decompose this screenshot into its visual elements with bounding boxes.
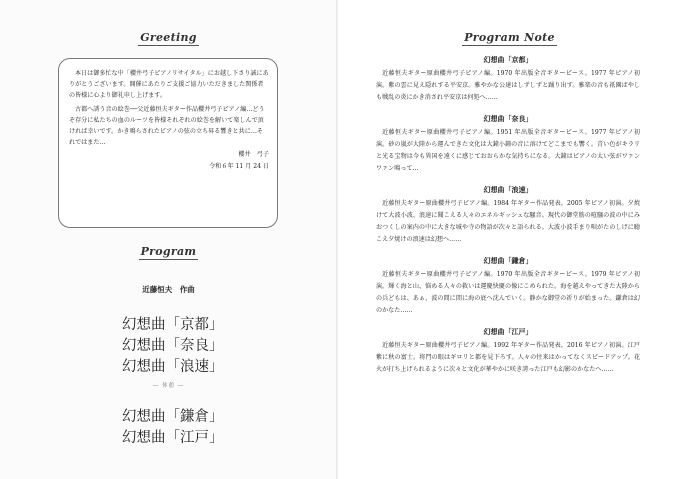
- greeting-paragraph-1: 本日は御多忙な中「櫻井弓子ピアノリサイタル」にお越し下さり誠にありがとうございます。開催にあたりご支援ご協力いただきました関係者の皆様に心より御礼申し上げます。: [69, 70, 269, 99]
- program-piece-edo: 幻想曲「江戸」: [122, 430, 224, 446]
- note-body: 近藤恒夫ギター原曲櫻井弓子ピアノ編。1951 年出版全音ギターピース。1977 年ピアノ初演。砂の嵐が大陸から運んできた文化は大鐘小鐘の音に溶けてどこまでも響く。青い色がキラリと光る宝物は今も異国を遠くに感じておおらかな気持ちになる。大鐘はピアノの太い弦がワァンワァン鳴って…: [376, 129, 640, 172]
- program-intermission: ― 休憩 ―: [152, 383, 185, 389]
- note-body: 近藤恒夫ギター原曲櫻井弓子ピアノ編。1984 年ギター作品発表。2005 年ピアノ初演。夕焼けて大波小波、浪速に聞こえる人々のエネルギッシュな騒音。現代の御堂筋の喧騒の波の中にみおつくしの案内の中に大きな城や寺の物語が次々と語られる。大波小波手まり唄がたのしげに聴こえ夕焼けの浪速は幻想へ……: [376, 200, 640, 243]
- greeting-paragraph-2: 古都へ誘う音の絵巻──父近藤恒夫ギター作品櫻井弓子ピアノ編…どうぞ存分に私たちの血のルーツを皆様それぞれの絵巻を解いて楽しんで頂ければ幸いです。かき鳴らされたピアノの弦の立ち昇る響きと共に…それではまた…: [69, 106, 265, 146]
- greeting-signature: 櫻井 弓子: [238, 151, 269, 158]
- note-title: 幻想曲「京都」: [483, 55, 533, 64]
- note-title: 幻想曲「江戸」: [483, 327, 533, 336]
- program-piece-naniwa: 幻想曲「浪速」: [122, 359, 224, 375]
- greeting-date: 令和６年 11 月 24 日: [209, 163, 269, 170]
- program-piece-kamakura: 幻想曲「鎌倉」: [122, 409, 224, 425]
- greeting-title: Greeting: [140, 31, 197, 44]
- left-page: [0, 0, 337, 479]
- note-naniwa: [376, 184, 640, 246]
- note-title: 幻想曲「鎌倉」: [483, 256, 533, 265]
- program-notes-list: [376, 54, 640, 385]
- note-body: 近藤恒夫ギター原曲櫻井弓子ピアノ編。1970 年出版全音ギターピース。1979 年ピアノ初演。輝く海と山、悩める人々の救いは運慶快慶の像にこめられた。海を越えやってきた大陸からの兵どもは、あぁ、波の間に間に海の底へ沈んでいく。静かな御堂の祈りが始まった。鎌倉は幻のかなた……: [376, 271, 640, 314]
- note-title: 幻想曲「浪速」: [483, 185, 533, 194]
- note-title: 幻想曲「奈良」: [483, 114, 533, 123]
- program-note-title: Program Note: [464, 31, 555, 44]
- note-kamakura: [376, 255, 640, 317]
- note-kyoto: [376, 54, 640, 104]
- right-page: [338, 0, 681, 479]
- program-composer: 近藤恒夫 作曲: [142, 285, 195, 294]
- note-edo: [376, 326, 640, 376]
- program-title: Program: [140, 245, 197, 258]
- note-body: 近藤恒夫ギター原曲櫻井弓子ピアノ編。1992 年ギター作品発表。2016 年ピアノ初演。江戸紫に秋の富士。将門の眼はギロリと都を見下ろす。人々の往来はかってなくスピードアップ。花火が打ち上げられるように次々と文化が華やかに咲き誇った江戸も幻影のかなたへ……: [376, 342, 640, 373]
- program-piece-kyoto: 幻想曲「京都」: [122, 317, 224, 333]
- note-body: 近藤恒夫ギター原曲櫻井弓子ピアノ編。1970 年出版全音ギターピース。1977 年ピアノ初演。紫の雲に見え隠れする平安京。雅やかな公達はしずしずと踊り出す。雅楽の音も祇園ばやしも戦乱の炎にかき消され平安京は何処へ……: [376, 70, 640, 101]
- greeting-box: [58, 58, 278, 228]
- program-second-half: [122, 407, 224, 449]
- note-nara: [376, 113, 640, 175]
- program-first-half: [122, 315, 224, 378]
- program-piece-nara: 幻想曲「奈良」: [122, 338, 224, 354]
